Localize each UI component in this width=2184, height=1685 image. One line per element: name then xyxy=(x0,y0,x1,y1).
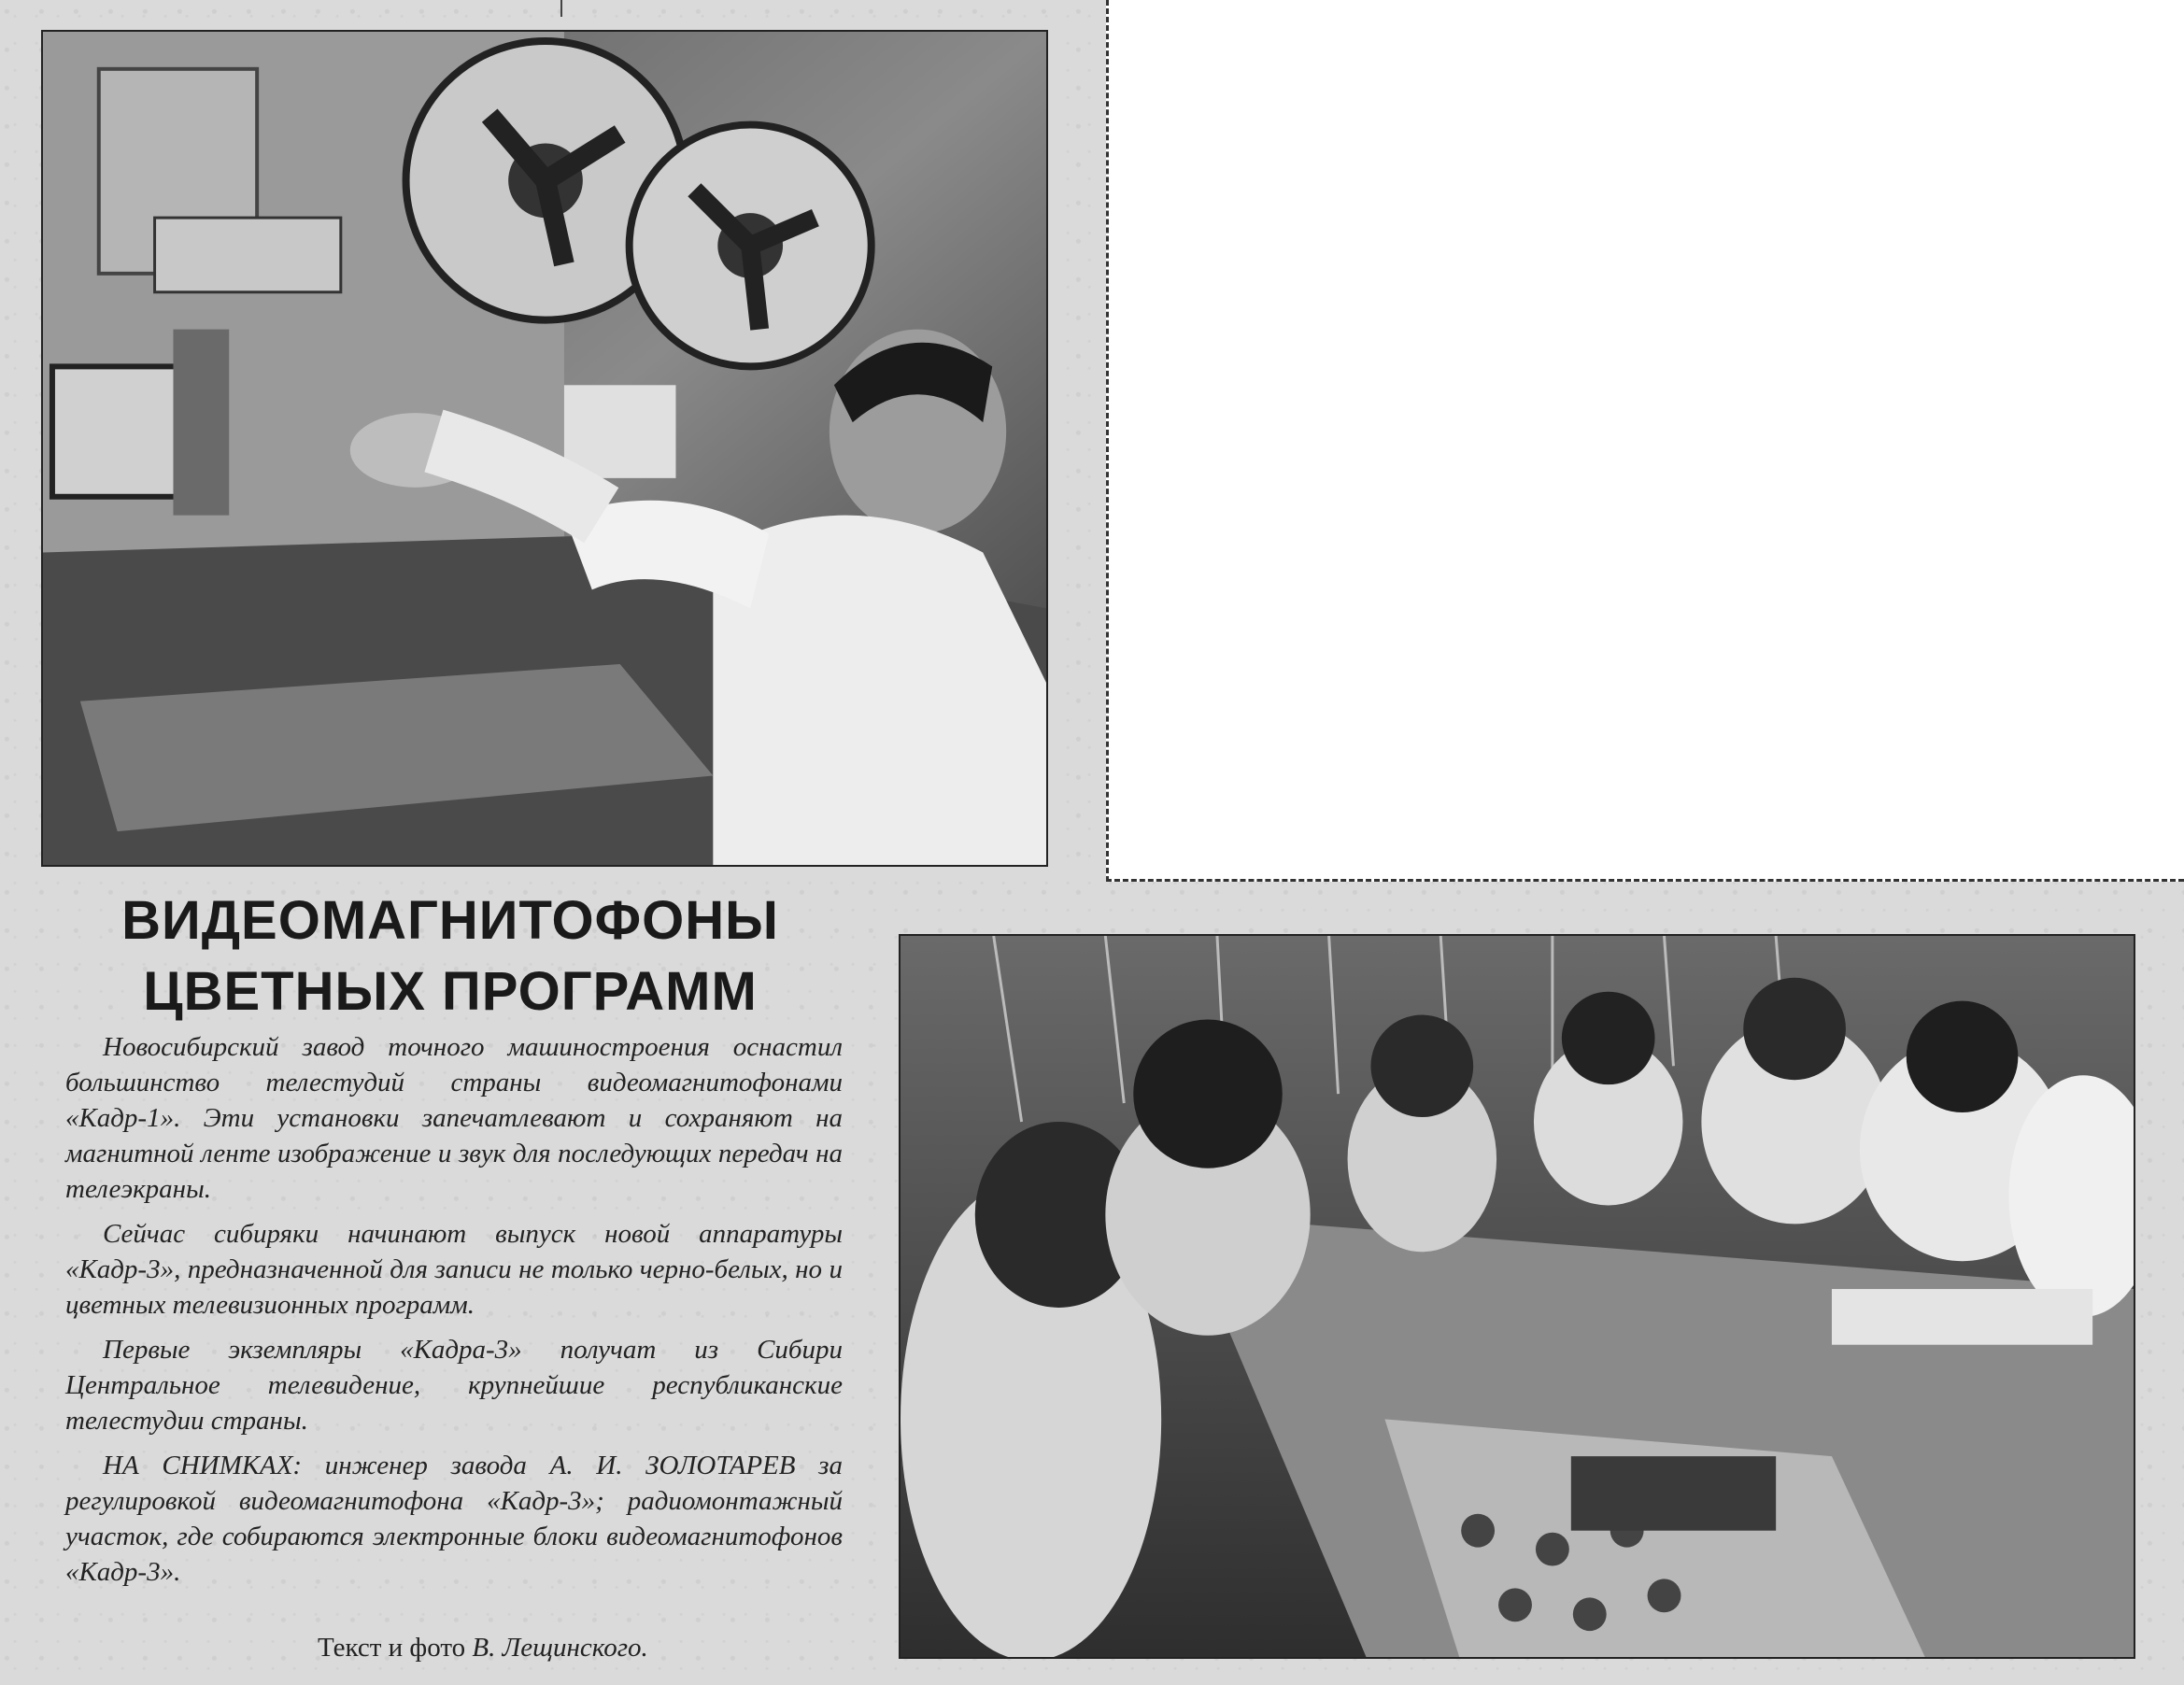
photo-engineer-at-video-recorder xyxy=(41,30,1048,867)
blank-area xyxy=(1106,0,2184,882)
headline-line-2: ЦВЕТНЫХ ПРОГРАММ xyxy=(143,961,758,1022)
caption-text: инженер завода А. И. ЗОЛОТАРЕВ за регулировкой видеомагнитофона «Кадр-3»; радиомонтажный участок, где собираются электронные блоки видеомагнитофонов «Кадр-3». xyxy=(65,1451,843,1587)
article-headline xyxy=(86,885,815,1027)
photo-caption xyxy=(65,1448,843,1590)
credit-prefix: Текст и фото xyxy=(318,1633,473,1663)
credit-author: В. Лещинского. xyxy=(472,1633,648,1663)
photo-assembly-workshop xyxy=(899,934,2135,1659)
article-body xyxy=(65,1029,843,1599)
article-paragraph: Новосибирский завод точного машиностроения оснастил большинство телестудий страны видеомагнитофонами «Кадр-1». Эти установки запечатлевают и сохраняют на магнитной ленте изображение и звук для последующих передач на телеэкраны. xyxy=(65,1032,843,1204)
engineer-photo-illustration xyxy=(43,32,1046,865)
workshop-photo-illustration xyxy=(901,936,2134,1657)
fold-mark xyxy=(560,0,562,17)
article-paragraph: Первые экземпляры «Кадра-3» получат из Сибири Центральное телевидение, крупнейшие республиканские телестудии страны. xyxy=(65,1335,843,1436)
caption-label: НА СНИМКАХ: xyxy=(103,1451,303,1480)
article-paragraph: Сейчас сибиряки начинают выпуск новой аппаратуры «Кадр-3», предназначенной для записи не только черно-белых, но и цветных телевизионных программ. xyxy=(65,1219,843,1320)
headline-line-1: ВИДЕОМАГНИТОФОНЫ xyxy=(121,890,779,951)
photo-credit xyxy=(318,1633,822,1664)
